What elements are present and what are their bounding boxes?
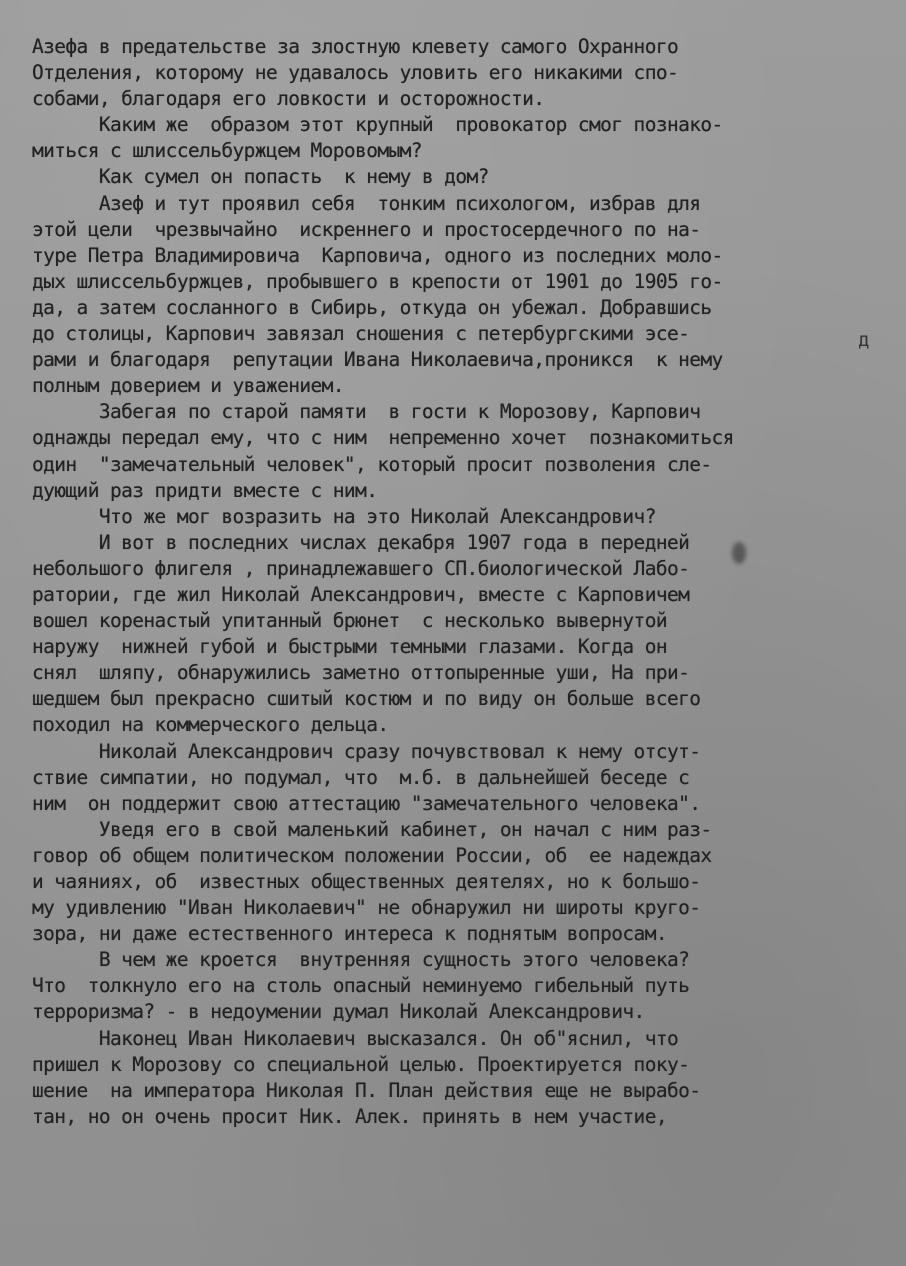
text-line: туре Петра Владимировича Карповича, одного из последних моло-: [32, 243, 723, 267]
text-line: миться с шлиссельбуржцем Моровомым?: [32, 139, 422, 163]
text-line: да, а затем сосланного в Сибирь, откуда он убежал. Добравшись: [32, 295, 712, 319]
text-line: походил на коммерческого дельца.: [32, 713, 389, 737]
text-line: зора, ни даже естественного интереса к поднятым вопросам.: [32, 922, 667, 946]
text-line: И вот в последних числах декабря 1907 года в передней: [32, 530, 690, 554]
text-line: один "замечательный человек", который просит позволения сле-: [32, 452, 712, 476]
text-line: снял шляпу, обнаружились заметно оттопыренные уши, На при-: [32, 661, 690, 685]
text-line: ствие симпатии, но подумал, что м.б. в дальнейшей беседе с: [32, 765, 690, 789]
text-line: говор об общем политическом положении России, об ее надеждах: [32, 843, 712, 867]
text-line: ратории, где жил Николай Александрович, вместе с Карповичем: [32, 582, 690, 606]
text-line: полным доверием и уважением.: [32, 374, 344, 398]
text-line: шедшем был прекрасно сшитый костюм и по виду он больше всего: [32, 687, 701, 711]
text-line: Уведя его в свой маленький кабинет, он начал с ним раз-: [32, 817, 712, 841]
text-line: до столицы, Карпович завязал сношения с петербургскими эсе-: [32, 322, 690, 346]
text-line: Наконец Иван Николаевич высказался. Он об"яснил, что: [32, 1026, 679, 1050]
ink-smudge: [732, 542, 746, 564]
text-line: Каким же образом этот крупный провокатор смог познако-: [32, 113, 723, 137]
text-line: Что же мог возразить на это Николай Александрович?: [32, 504, 656, 528]
text-line: собами, благодаря его ловкости и осторожности.: [32, 87, 545, 111]
text-line: и чаяниях, об известных общественных деятелях, но к большо-: [32, 870, 701, 893]
text-line: пришел к Морозову со специальной целью. Проектируется поку-: [32, 1052, 690, 1076]
margin-mark: д: [858, 329, 870, 351]
text-line: рами и благодаря репутации Ивана Николаевича,проникся к нему: [32, 348, 723, 372]
text-line: ним он поддержит свою аттестацию "замечательного человека".: [32, 791, 701, 815]
text-line: му удивлению "Иван Николаевич" не обнаружил ни широты круго-: [32, 896, 701, 920]
text-line: дых шлиссельбуржцев, пробывшего в крепости от 1901 до 1905 го-: [32, 269, 723, 293]
text-line: Что толкнуло его на столь опасный неминуемо гибельный путь: [32, 974, 690, 998]
text-line: тан, но он очень просит Ник. Алек. принять в нем участие,: [32, 1104, 667, 1128]
text-line: вошел коренастый упитанный брюнет с несколько вывернутой: [32, 609, 667, 633]
text-line: небольшого флигеля , принадлежавшего СП.биологической Лабо-: [32, 556, 690, 580]
text-line: шение на императора Николая П. План действия еще не вырабо-: [32, 1078, 701, 1102]
text-line: Николай Александрович сразу почувствовал к нему отсут-: [32, 739, 701, 763]
text-line: Забегая по старой памяти в гости к Морозову, Карпович: [32, 400, 701, 424]
text-line: терроризма? - в недоумении думал Николай Александрович.: [32, 1000, 645, 1024]
text-line: Азеф и тут проявил себя тонким психологом, избрав для: [32, 191, 701, 215]
text-line: Отделения, которому не удавалось уловить его никакими спо-: [32, 61, 679, 85]
document-text: [32, 34, 872, 1130]
text-line: наружу нижней губой и быстрыми темными глазами. Когда он: [32, 635, 667, 659]
text-line: В чем же кроется внутренняя сущность этого человека?: [32, 948, 690, 972]
text-line: Азефа в предательстве за злостную клевету самого Охранного: [32, 35, 679, 58]
text-line: дующий раз придти вместе с ним.: [32, 478, 378, 502]
text-line: Как сумел он попасть к нему в дом?: [32, 165, 489, 189]
text-line: однажды передал ему, что с ним непременно хочет познакомиться: [32, 426, 734, 450]
text-line: этой цели чрезвычайно искреннего и простосердечного по на-: [32, 217, 701, 241]
